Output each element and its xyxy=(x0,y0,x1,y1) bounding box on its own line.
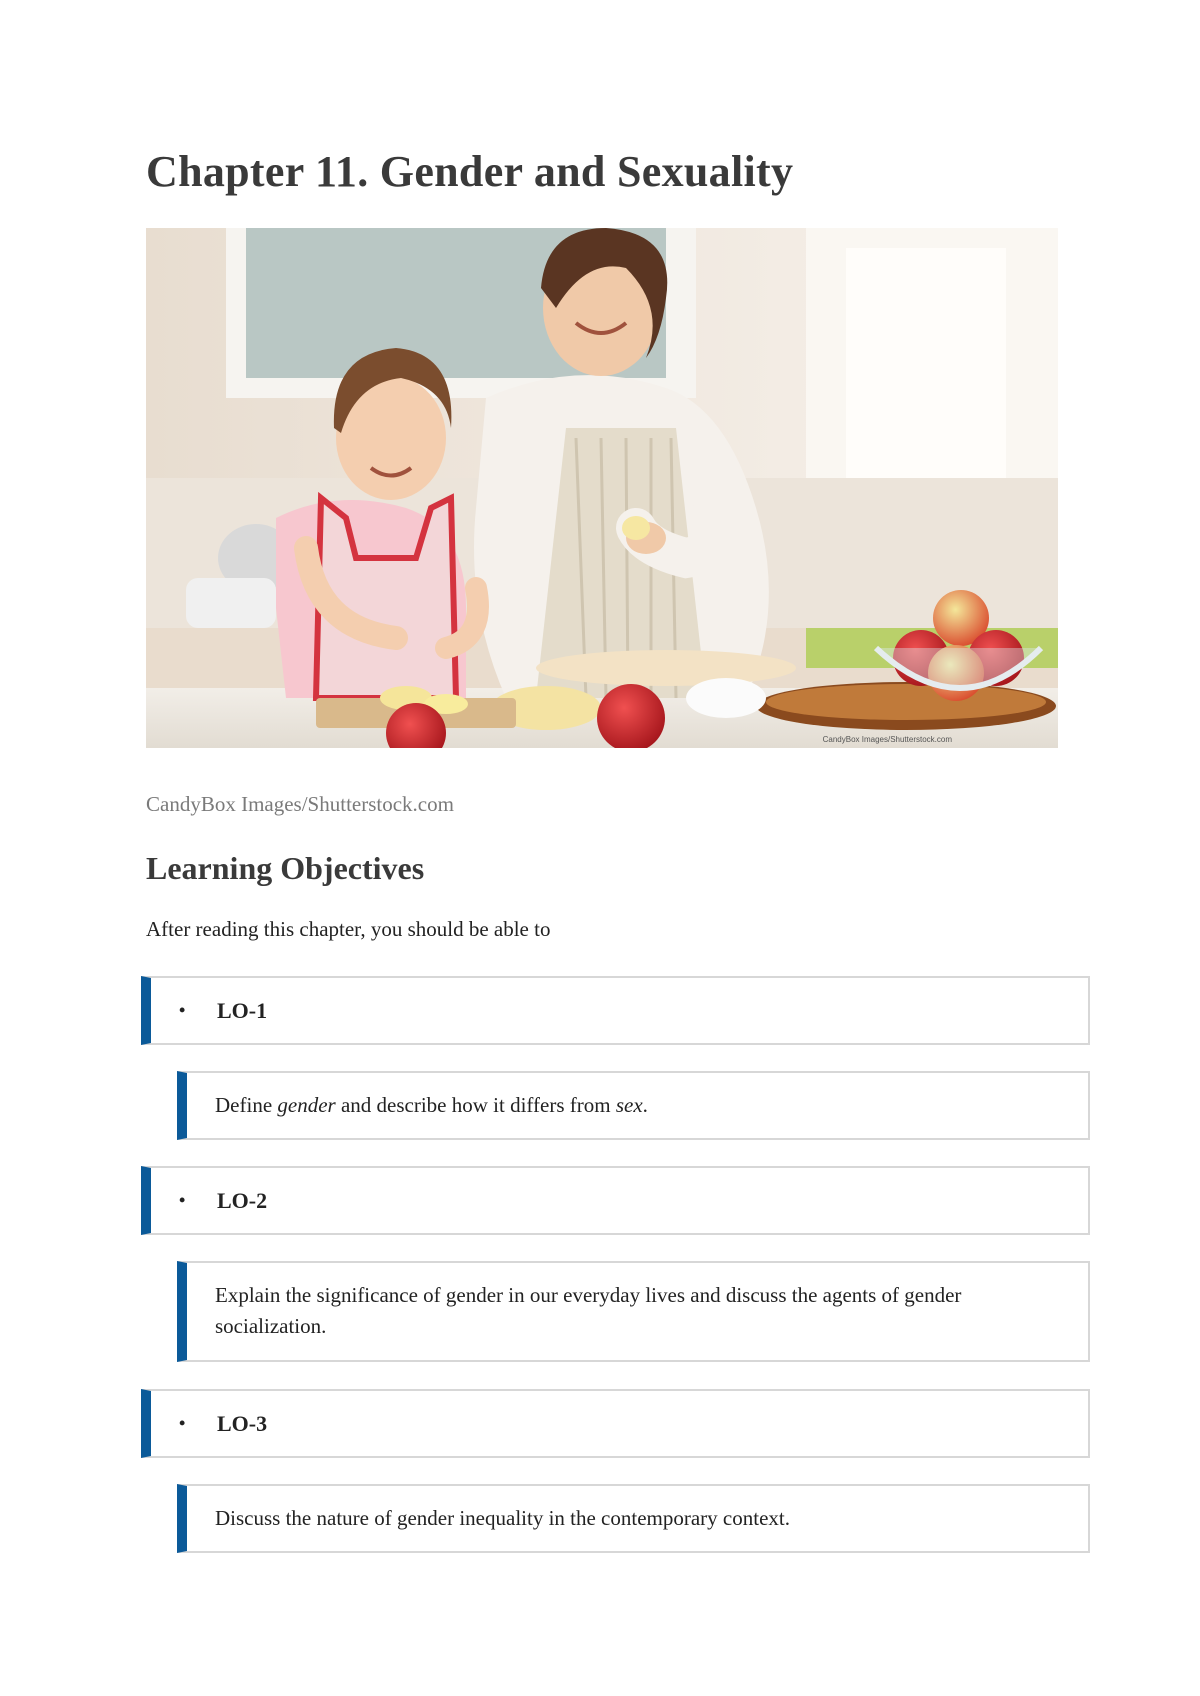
objective-box-lo-1 xyxy=(141,976,1090,1045)
chapter-photo xyxy=(146,228,1058,748)
description-part: . xyxy=(642,1093,648,1117)
objective-box-lo-2 xyxy=(141,1166,1090,1235)
bullet-icon: • xyxy=(179,1413,186,1433)
objective-description: Explain the significance of gender in our everyday lives and discuss the agents of gender socialization. xyxy=(215,1283,962,1338)
objective-row xyxy=(179,1391,267,1456)
description-part: Define xyxy=(215,1093,278,1117)
photo-caption: CandyBox Images/Shutterstock.com xyxy=(146,792,454,816)
objective-row xyxy=(179,978,267,1043)
intro-text: After reading this chapter, you should be able to xyxy=(146,917,551,941)
description-emphasis: gender xyxy=(277,1093,336,1117)
description-part: and describe how it differs from xyxy=(335,1093,616,1117)
bullet-icon: • xyxy=(179,1190,186,1210)
objective-label: LO-2 xyxy=(217,1187,268,1213)
learning-objectives-heading: Learning Objectives xyxy=(146,850,425,886)
objective-label: LO-1 xyxy=(217,997,268,1023)
objective-description xyxy=(215,1090,1028,1121)
objective-description-box-lo-3 xyxy=(177,1484,1090,1553)
objective-box-lo-3 xyxy=(141,1389,1090,1458)
kitchen-photo-illustration xyxy=(146,228,1058,748)
objective-description-box-lo-1 xyxy=(177,1071,1090,1140)
embedded-photo-credit: CandyBox Images/Shutterstock.com xyxy=(822,735,952,744)
description-emphasis: sex xyxy=(615,1093,643,1117)
objective-label: LO-3 xyxy=(217,1410,268,1436)
chapter-title: Chapter 11. Gender and Sexuality xyxy=(146,147,794,196)
objective-description: Discuss the nature of gender inequality in the contemporary context. xyxy=(215,1506,790,1530)
objective-row xyxy=(179,1168,267,1233)
objective-description-box-lo-2 xyxy=(177,1261,1090,1362)
bullet-icon: • xyxy=(179,1000,186,1020)
